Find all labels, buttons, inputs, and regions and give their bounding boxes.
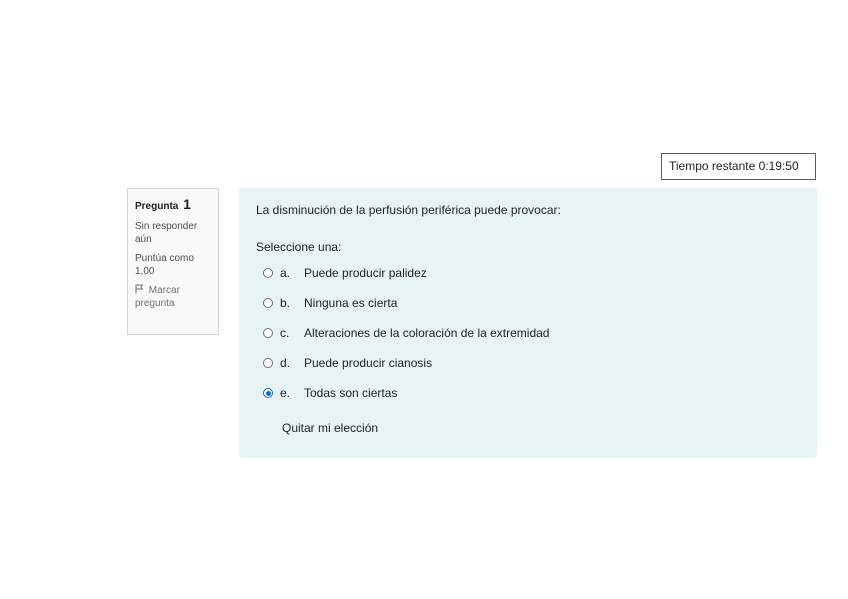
radio-c[interactable]: [263, 328, 273, 338]
answer-option-e[interactable]: [263, 386, 549, 416]
radio-a[interactable]: [263, 268, 273, 278]
answer-letter: d.: [280, 356, 291, 370]
answer-text: Puede producir palidez: [304, 266, 427, 280]
flag-icon: [135, 284, 144, 294]
answer-text: Todas son ciertas: [304, 386, 398, 400]
answer-list: [263, 266, 549, 416]
answer-text: Puede producir cianosis: [304, 356, 433, 370]
clear-choice-link[interactable]: Quitar mi elección: [282, 421, 379, 435]
question-state: Sin responder aún: [135, 221, 198, 245]
answer-text: Alteraciones de la coloración de la extremidad: [304, 326, 550, 340]
question-grade: Puntúa como 1,00: [135, 253, 194, 277]
time-remaining-box: [661, 153, 816, 180]
question-number-heading: [135, 197, 211, 214]
question-text: La disminución de la perfusión periférica puede provocar:: [256, 203, 561, 217]
radio-d[interactable]: [263, 358, 273, 368]
question-label: Pregunta: [135, 201, 179, 212]
answer-option-d[interactable]: [263, 356, 549, 386]
answer-text: Ninguna es cierta: [304, 296, 398, 310]
answer-letter: a.: [280, 266, 291, 280]
question-content: [239, 188, 817, 458]
answer-option-b[interactable]: [263, 296, 549, 326]
answer-letter: c.: [280, 326, 290, 340]
radio-b[interactable]: [263, 298, 273, 308]
answer-option-c[interactable]: [263, 326, 549, 356]
answer-letter: b.: [280, 296, 291, 310]
answer-option-a[interactable]: [263, 266, 549, 296]
answer-prompt: Seleccione una:: [256, 240, 342, 254]
question-number: 1: [183, 196, 191, 212]
radio-e[interactable]: [263, 388, 273, 398]
flag-question-link[interactable]: [135, 284, 211, 310]
time-remaining-label: Tiempo restante 0:19:50: [669, 159, 799, 173]
flag-question-label: Marcar pregunta: [135, 285, 180, 309]
question-info-panel: [127, 188, 219, 335]
answer-letter: e.: [280, 386, 291, 400]
